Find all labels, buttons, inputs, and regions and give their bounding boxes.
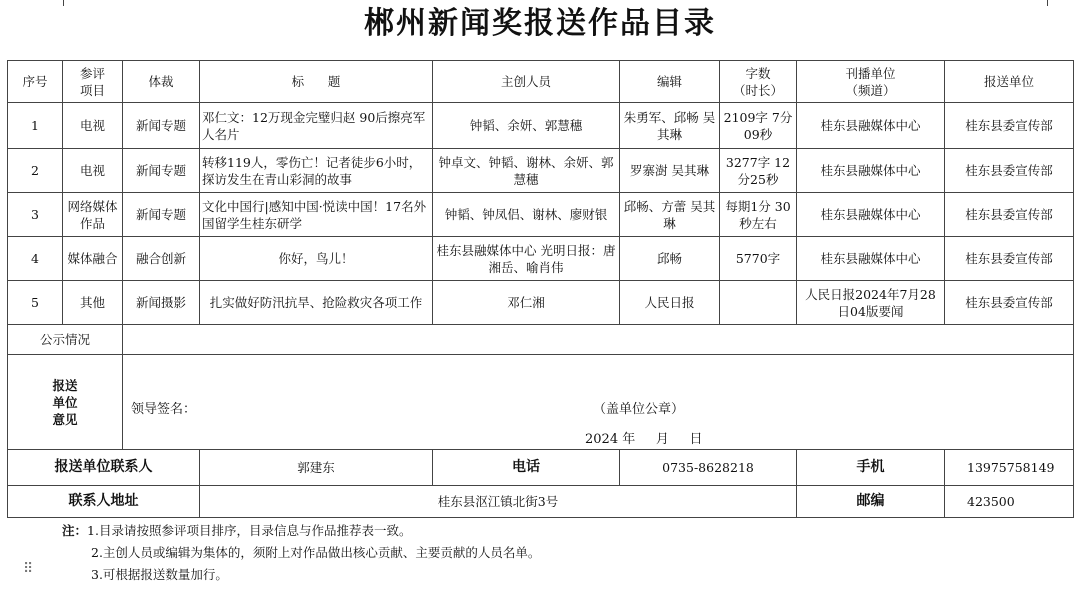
row-publisher: 桂东县融媒体中心 [797,149,945,193]
header-editor: 编辑 [620,61,720,103]
row-submitter: 桂东县委宣传部 [945,237,1074,281]
row-category: 其他 [63,281,123,325]
row-submitter: 桂东县委宣传部 [945,103,1074,149]
table-row [8,193,1074,237]
row-length: 2109字 7分09秒 [720,103,797,149]
notes [62,520,540,586]
row-index: 5 [8,281,63,325]
date-label: 2024 年 月 日 [585,432,703,447]
row-title: 文化中国行|感知中国·悦读中国！17名外国留学生桂东研学 [200,193,433,237]
public-notice-row [8,325,1074,355]
opinion-area [123,355,1074,450]
row-creators: 钟卓文、钟韬、谢林、余妍、郭慧穗 [433,149,620,193]
mobile-label: 手机 [797,450,945,486]
row-creators: 钟韬、钟凤侣、谢林、廖财银 [433,193,620,237]
table-header-row [8,61,1074,103]
phone-value: 0735-8628218 [620,450,797,486]
row-length: 5770字 [720,237,797,281]
row-genre: 新闻专题 [123,149,200,193]
address-value: 桂东县沤江镇北街3号 [200,486,797,518]
row-category: 电视 [63,149,123,193]
public-notice-value [123,325,1074,355]
row-genre: 新闻摄影 [123,281,200,325]
row-length: 3277字 12分25秒 [720,149,797,193]
row-editor: 人民日报 [620,281,720,325]
row-editor: 邱畅、方蕾 吴其琳 [620,193,720,237]
row-genre: 新闻专题 [123,193,200,237]
note-item: 3.可根据报送数量加行。 [91,567,228,582]
table-row [8,281,1074,325]
row-publisher: 人民日报2024年7月28日04版要闻 [797,281,945,325]
row-category: 电视 [63,103,123,149]
row-title: 你好，鸟儿！ [200,237,433,281]
row-title: 扎实做好防汛抗旱、抢险救灾各项工作 [200,281,433,325]
mobile-value: 13975758149 [945,450,1074,486]
address-row [8,486,1074,518]
row-submitter: 桂东县委宣传部 [945,281,1074,325]
row-category: 媒体融合 [63,237,123,281]
leader-sign-label: 领导签名： [131,402,197,417]
row-editor: 朱勇军、邱畅 吴其琳 [620,103,720,149]
postcode-label: 邮编 [797,486,945,518]
row-genre: 融合创新 [123,237,200,281]
opinion-row [8,355,1074,450]
row-submitter: 桂东县委宣传部 [945,149,1074,193]
header-length: 字数 （时长） [720,61,797,103]
row-publisher: 桂东县融媒体中心 [797,193,945,237]
header-genre: 体裁 [123,61,200,103]
postcode-value: 423500 [945,486,1074,518]
row-publisher: 桂东县融媒体中心 [797,103,945,149]
row-editor: 罗寨澍 吴其琳 [620,149,720,193]
page-title: 郴州新闻奖报送作品目录 [364,6,716,41]
row-length [720,281,797,325]
row-index: 2 [8,149,63,193]
drag-handle-icon[interactable]: ⠿ [23,561,34,577]
header-creators: 主创人员 [433,61,620,103]
row-title: 转移119人，零伤亡！记者徒步6小时，探访发生在青山彩洞的故事 [200,149,433,193]
contact-person: 郭建东 [200,450,433,486]
public-notice-label: 公示情况 [8,325,123,355]
note-item: 2.主创人员或编辑为集体的，须附上对作品做出核心贡献、主要贡献的人员名单。 [91,545,541,560]
header-index: 序号 [8,61,63,103]
row-index: 4 [8,237,63,281]
row-title: 邓仁文：12万现金完璧归赵 90后擦亮军人名片 [200,103,433,149]
row-submitter: 桂东县委宣传部 [945,193,1074,237]
row-length: 每期1分 30秒左右 [720,193,797,237]
address-label: 联系人地址 [8,486,200,518]
row-index: 3 [8,193,63,237]
table-row [8,149,1074,193]
header-publisher: 刊播单位 （频道） [797,61,945,103]
seal-label: （盖单位公章） [593,402,685,417]
row-editor: 邱畅 [620,237,720,281]
row-creators: 钟韬、余妍、郭慧穗 [433,103,620,149]
contact-row [8,450,1074,486]
table-row [8,237,1074,281]
table-row [8,103,1074,149]
row-creators: 邓仁湘 [433,281,620,325]
note-item: 1.目录请按照参评项目排序，目录信息与作品推荐表一致。 [87,523,412,538]
row-category: 网络媒体作品 [63,193,123,237]
row-publisher: 桂东县融媒体中心 [797,237,945,281]
opinion-label: 报送 单位 意见 [8,355,123,450]
works-table [7,60,1074,518]
row-index: 1 [8,103,63,149]
row-creators: 桂东县融媒体中心 光明日报：唐湘岳、喻肖伟 [433,237,620,281]
header-submitter: 报送单位 [945,61,1074,103]
header-title: 标 题 [200,61,433,103]
notes-label: 注： [62,523,88,538]
row-genre: 新闻专题 [123,103,200,149]
header-category: 参评 项目 [63,61,123,103]
contact-person-label: 报送单位联系人 [8,450,200,486]
phone-label: 电话 [433,450,620,486]
